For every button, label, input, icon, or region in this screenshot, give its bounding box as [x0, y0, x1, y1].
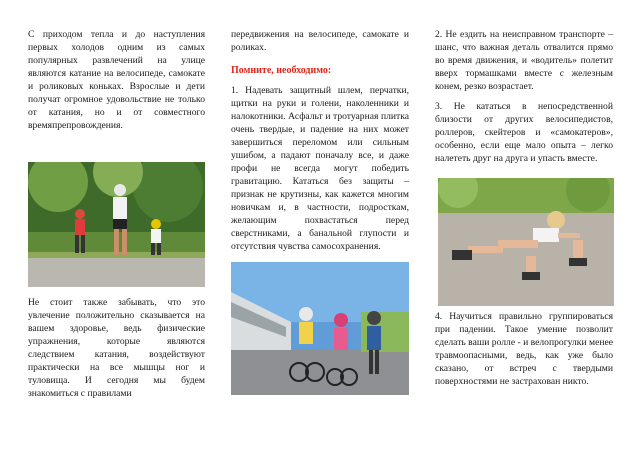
kids-on-bikes-photo [231, 262, 409, 395]
column3-paragraph-2: 3. Не кататься в непосредственной близости от других велосипедистов, роллеров, скейтеров и «самокатеров», особенно, если еще мало опыта – легко налететь друг на друга и упасть вместе. [435, 101, 613, 164]
section-heading: Помните, необходимо: [231, 65, 332, 76]
column3-paragraph-3: 4. Научиться правильно группироваться при падении. Такое умение позволит сделать ваши ролле - и велопрогулки менее травмоопасными, ведь, как уже было сказано, от встреч с твердыми поверхностями не застрахован никто. [435, 311, 613, 387]
column2-paragraph-1: передвижения на велосипеде, самокате и роликах. [231, 29, 409, 53]
column3-paragraph-1: 2. Не ездить на неисправном транспорте – шанс, что важная деталь отвалится прямо во время движения, и «водитель» полетит вверх тормашками вместе с железным конем, резко возрастает. [435, 29, 613, 92]
girl-rollerskating-photo [438, 178, 614, 306]
column1-paragraph-2: Не стоит также забывать, что это увлечение положительно сказывается на вашем здоровье, ведь физические упражнения, которые являются следствием катания, воздействуют практически на все мышцы ног и туловища. И сегодня мы будем знакомиться с правилами [28, 297, 205, 399]
column2-paragraph-2: 1. Надевать защитный шлем, перчатки, щитки на руки и голени, наколенники и налокотники. Асфальт и тротуарная плитка очень твердые, и падение на них может завершиться переломом или сильным ушибом, а падают поначалу все, и даже профи не всегда могут победить гравитацию. Кататься без защиты – признак не крутизны, как кажется многим новичкам и, в частности, подросткам, желающим похвастаться перед сверстниками, а банальной глупости и отсутствия чувства самосохранения. [231, 85, 409, 252]
column1-paragraph-1: С приходом тепла и до наступления первых холодов одним из самых популярных развлечений на улице являются катание на велосипеде, самокате и роликовых коньках. Взрослые и дети получат огромное удовольствие не только от катания, но и от совместного времяпрепровождения. [28, 29, 205, 131]
family-rollerblading-photo [28, 162, 205, 287]
